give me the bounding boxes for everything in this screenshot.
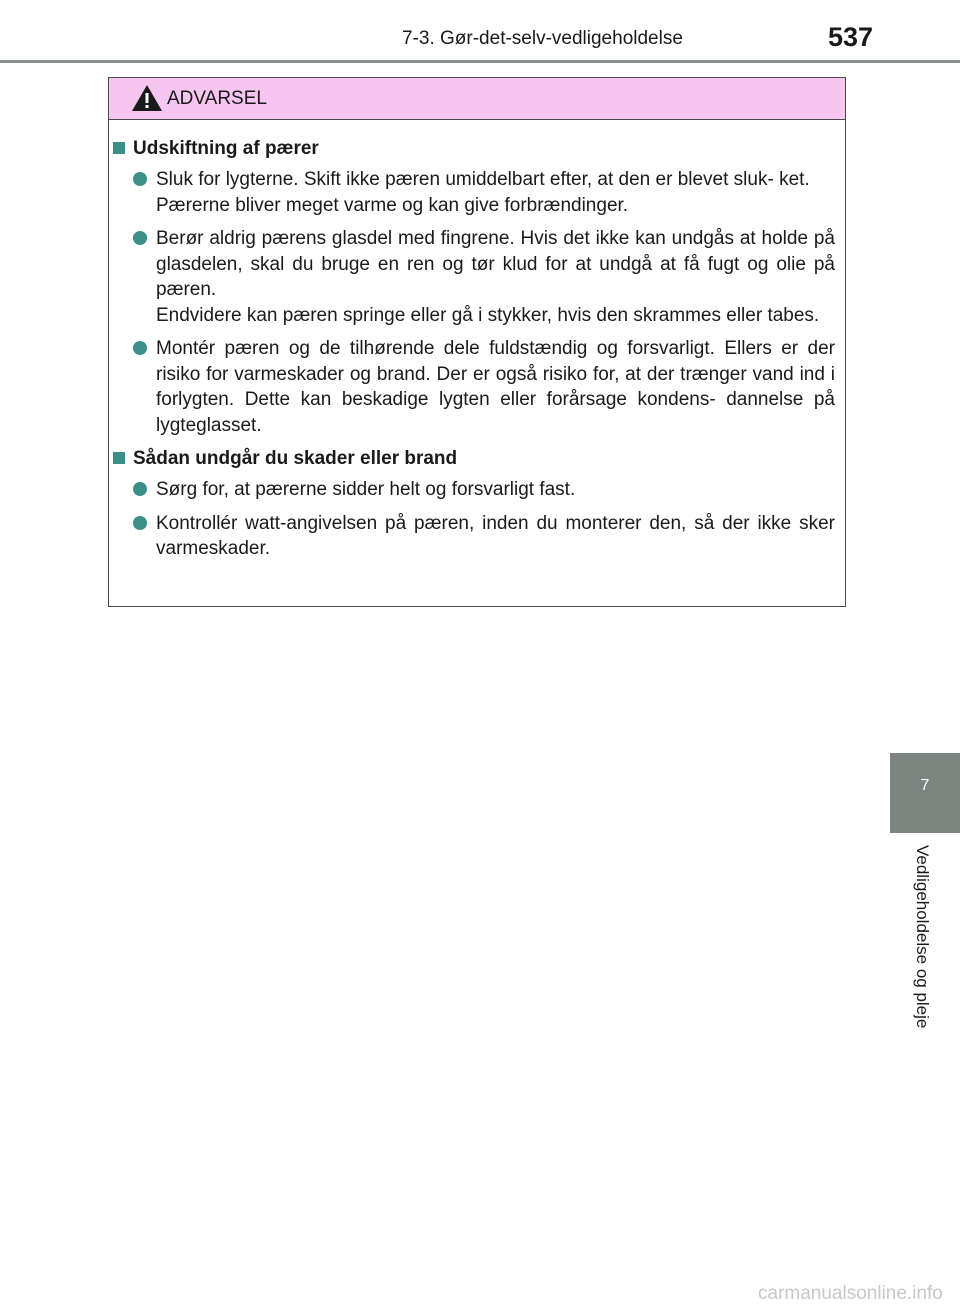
circle-bullet-icon (133, 516, 147, 530)
bullet-item (133, 336, 835, 438)
bullet-paragraph: Montér pæren og de tilhørende dele fuldstændig og forsvarligt. Ellers er der risiko for varmeskader og brand. Der er også risiko for, at der trænger vand ind i forlygten. Dette kan beskadige lygten eller forårsage kondens- dannelse på lygteglasset. (156, 338, 835, 436)
bullet-text (156, 336, 835, 438)
bullet-text (156, 511, 835, 562)
square-bullet-icon (113, 452, 125, 464)
square-bullet-icon (113, 142, 125, 154)
section-heading-text: Sådan undgår du skader eller brand (133, 448, 458, 469)
bullet-text (156, 477, 835, 503)
chapter-tab[interactable] (890, 753, 960, 833)
bullet-item (133, 226, 835, 328)
section-heading-text: Udskiftning af pærer (133, 138, 319, 159)
bullet-item (133, 477, 835, 503)
warning-header (109, 78, 845, 120)
chapter-section-title: 7-3. Gør-det-selv-vedligeholdelse (402, 28, 683, 49)
chapter-label: Vedligeholdelse og pleje (913, 845, 932, 1029)
warning-title: ADVARSEL (167, 88, 267, 109)
watermark: carmanualsonline.info (758, 1283, 943, 1304)
warning-triangle-icon (131, 84, 163, 112)
warning-body (109, 120, 845, 562)
section-heading (113, 136, 835, 161)
circle-bullet-icon (133, 231, 147, 245)
bullet-text (156, 226, 835, 328)
chapter-number: 7 (920, 777, 930, 794)
bullet-paragraph: Kontrollér watt-angivelsen på pæren, inden du monterer den, så der ikke sker varmeskader. (156, 512, 835, 559)
bullet-paragraph: Pærerne bliver meget varme og kan give forbrændinger. (156, 194, 629, 216)
bullet-item (133, 511, 835, 562)
bullet-paragraph: Berør aldrig pærens glasdel med fingrene. Hvis det ikke kan undgås at holde på glasdelen, skal du bruge en ren og tør klud for at undgå at få fugt og olie på pæren. (156, 228, 835, 300)
section-heading (113, 446, 835, 471)
circle-bullet-icon (133, 172, 147, 186)
header-divider (0, 60, 960, 63)
circle-bullet-icon (133, 341, 147, 355)
warning-box (108, 77, 846, 607)
bullet-paragraph: Sørg for, at pærerne sidder helt og forsvarligt fast. (156, 479, 576, 500)
bullet-paragraph: Sluk for lygterne. Skift ikke pæren umiddelbart efter, at den er blevet sluk- ket. (156, 169, 810, 190)
bullet-paragraph: Endvidere kan pæren springe eller gå i stykker, hvis den skrammes eller tabes. (156, 304, 820, 326)
bullet-item (133, 167, 835, 218)
page-number: 537 (828, 22, 874, 52)
circle-bullet-icon (133, 482, 147, 496)
bullet-text (156, 167, 835, 218)
